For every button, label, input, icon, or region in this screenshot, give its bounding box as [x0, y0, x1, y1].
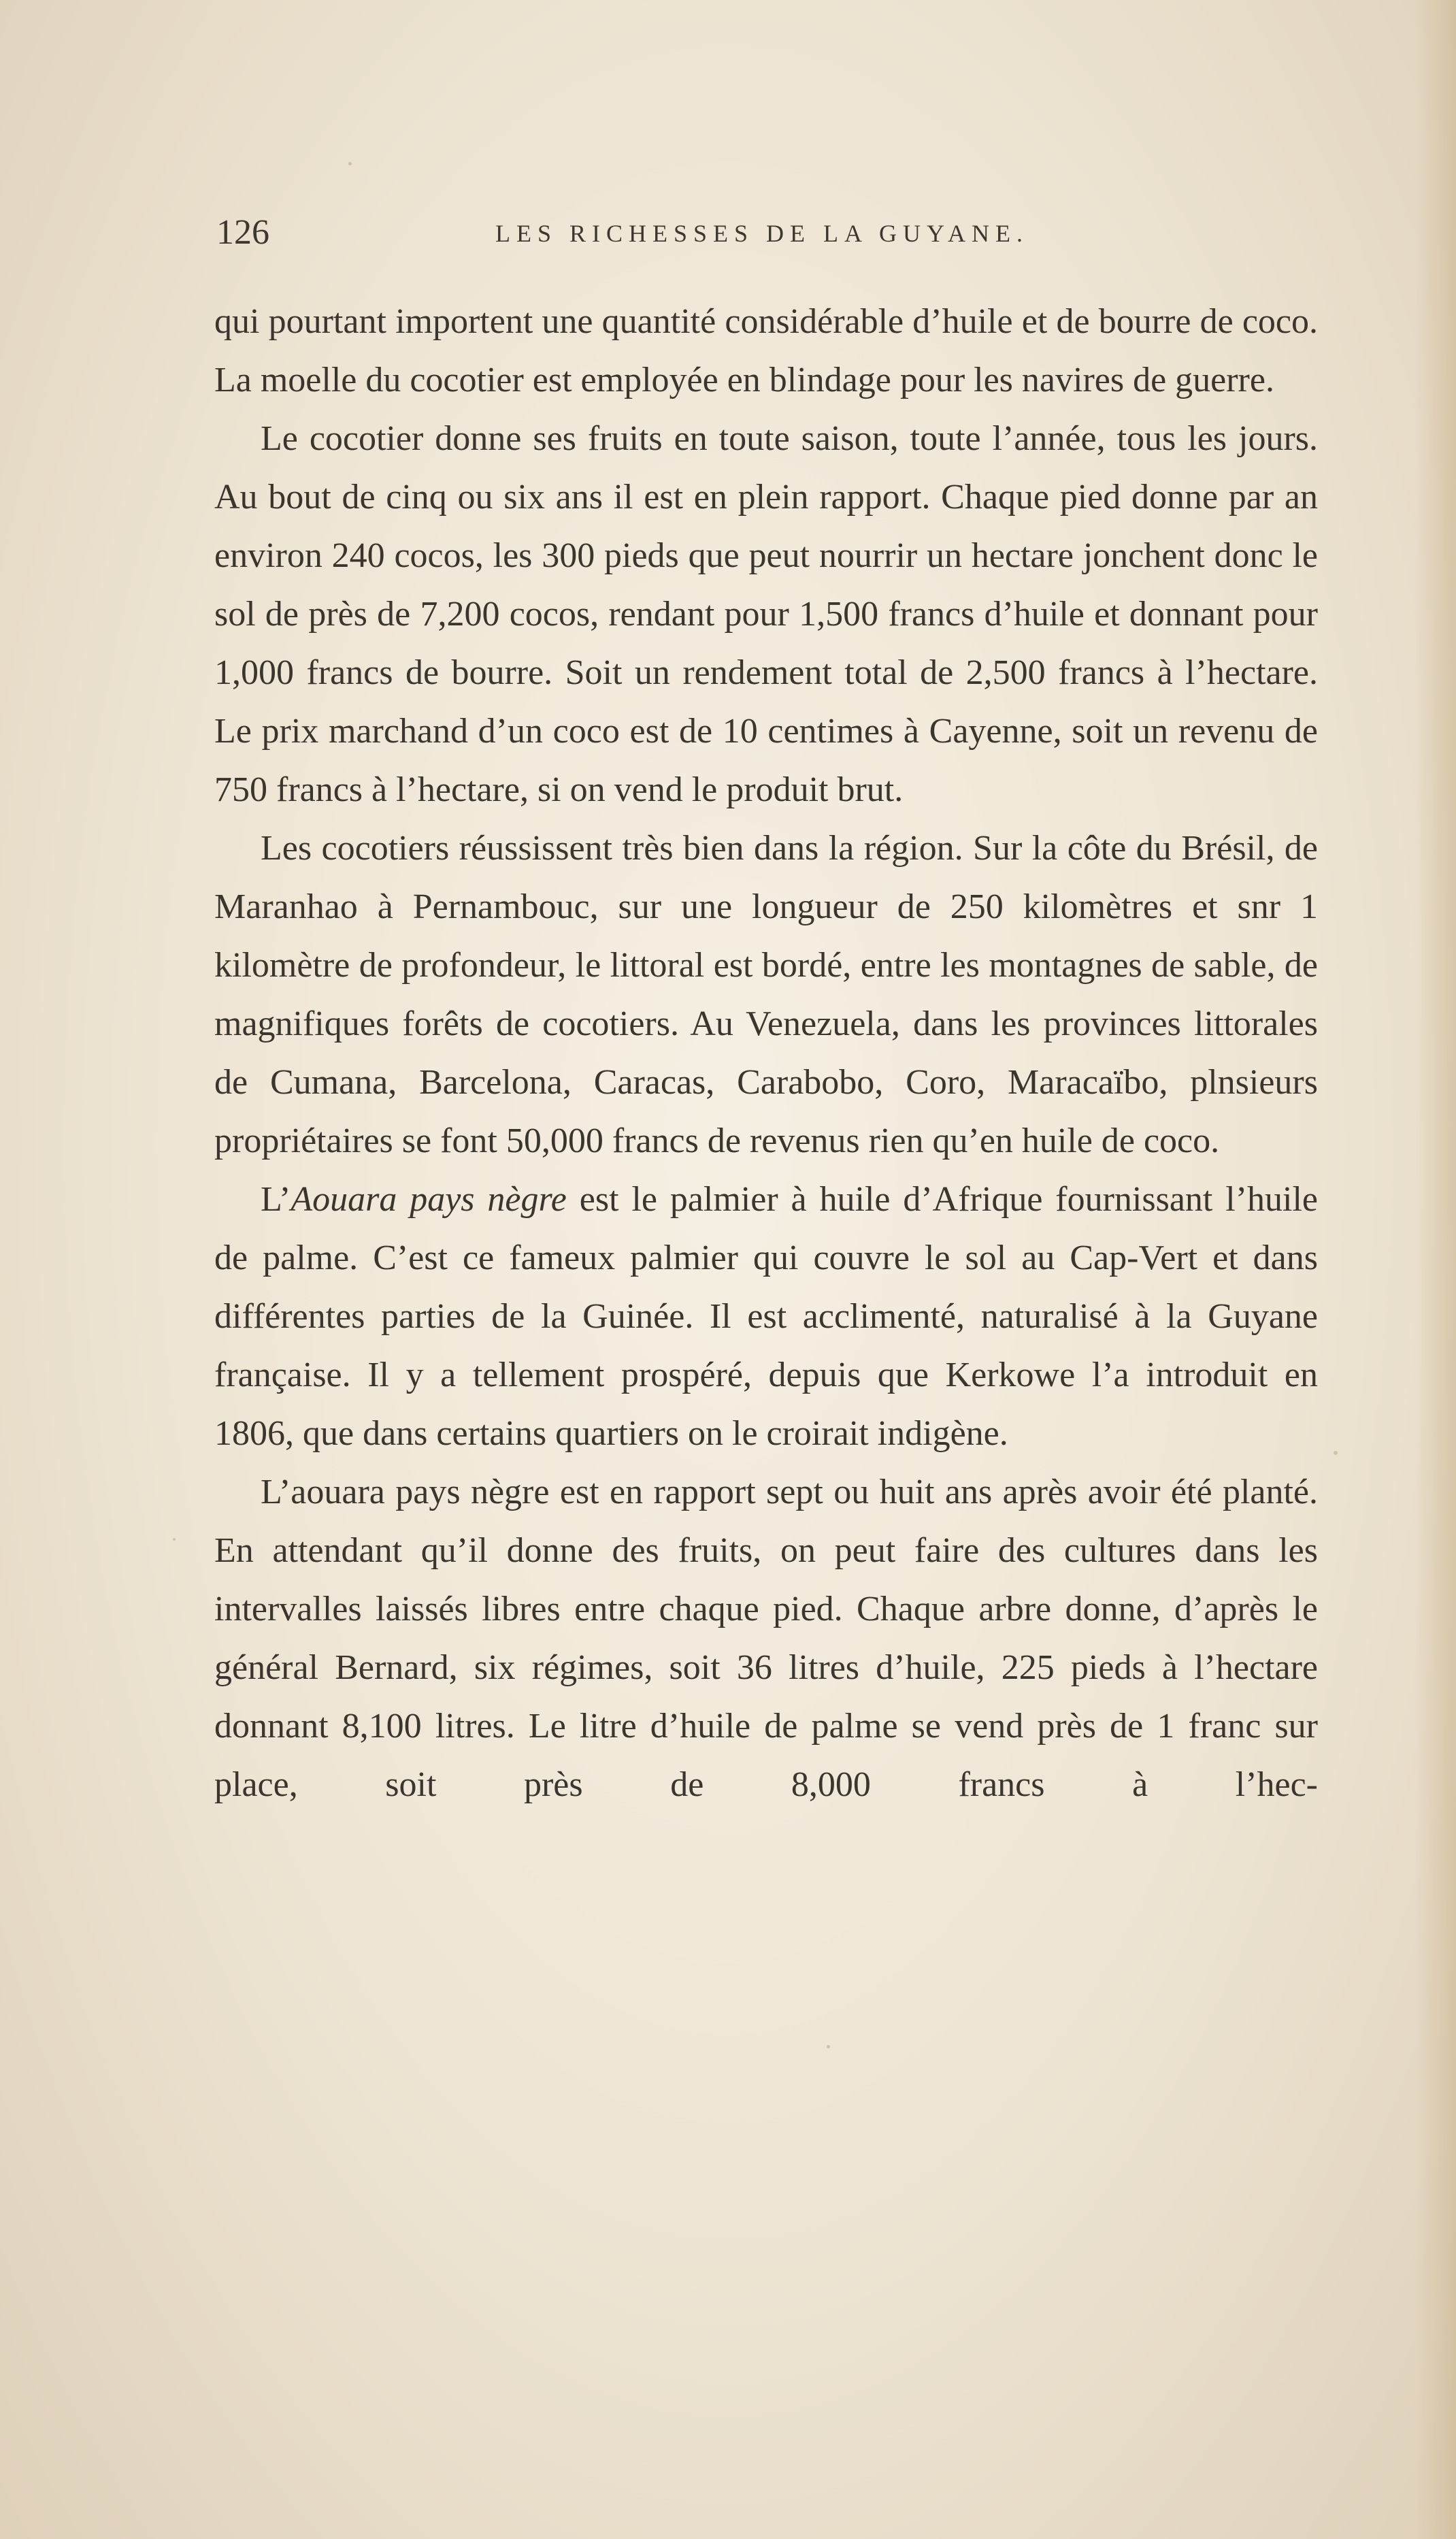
paragraph-2-text: Le cocotier donne ses fruits en toute saison, toute l’année, tous les jours. Au bout de cinq ou six ans il est en plein rapport. Chaque pied donne par an environ 240 cocos, les 300 pieds que peut nourrir un hectare jonchent donc le sol de près de 7,200 cocos, rendant pour 1,500 francs d’huile et donnant pour 1,000 francs de bourre. Soit un rendement total de 2,500 francs à l’hectare. Le prix marchand d’un coco est de 10 centimes à Cayenne, soit un revenu de 750 francs à l’hectare, si on vend le produit brut. — [214, 419, 1318, 809]
paragraph-5-text: L’aouara pays nègre est en rapport sept ou huit ans après avoir été planté. En attendant qu’il donne des fruits, on peut faire des cultures dans les intervalles laissés libres entre chaque pied. Chaque arbre donne, d’après le général Bernard, six régimes, soit 36 litres d’huile, 225 pieds à l’hectare donnant 8,100 litres. Le litre d’huile de palme se vend près de 1 franc sur place, soit près de 8,000 francs à l’hec- — [214, 1473, 1318, 1804]
paragraph-5 — [214, 1463, 1318, 1814]
page-edge-shadow — [1415, 0, 1456, 2539]
paragraph-4-text: est le palmier à huile d’Afrique fournissant l’huile de palme. C’est ce fameux palmier qui couvre le sol au Cap-Vert et dans différentes parties de la Guinée. Il est acclimenté, naturalisé à la Guyane française. Il y a tellement prospéré, depuis que Kerkowe l’a introduit en 1806, que dans certains quartiers on le croirait indigène. — [214, 1180, 1318, 1453]
paper-speck — [827, 2045, 830, 2048]
running-head — [216, 212, 1291, 253]
paragraph-4-prefix: L’ — [261, 1180, 291, 1219]
page-number: 126 — [216, 213, 269, 252]
paper-speck — [173, 1538, 176, 1541]
paragraph-1-text: qui pourtant importent une quantité considérable d’huile et de bourre de coco. La moelle du cocotier est employée en blindage pour les navires de guerre. — [214, 302, 1318, 399]
paragraph-1 — [214, 293, 1318, 410]
paragraph-3 — [214, 819, 1318, 1170]
paper-speck — [1334, 1451, 1338, 1455]
running-title: LES RICHESSES DE LA GUYANE. — [495, 220, 1029, 247]
body-text — [214, 293, 1318, 1814]
paragraph-4 — [214, 1170, 1318, 1463]
paper-speck — [348, 162, 352, 165]
paragraph-3-text: Les cocotiers réussissent très bien dans la région. Sur la côte du Brésil, de Maranhao à Pernambouc, sur une longueur de 250 kilomètres et snr 1 kilomètre de profondeur, le littoral est bordé, entre les montagnes de sable, de magnifiques forêts de cocotiers. Au Venezuela, dans les provinces littorales de Cumana, Barcelona, Caracas, Carabobo, Coro, Maracaïbo, plnsieurs propriétaires se font 50,000 francs de revenus rien qu’en huile de coco. — [214, 829, 1318, 1160]
paragraph-2 — [214, 410, 1318, 819]
paragraph-4-italic-term: Aouara pays nègre — [291, 1180, 567, 1219]
